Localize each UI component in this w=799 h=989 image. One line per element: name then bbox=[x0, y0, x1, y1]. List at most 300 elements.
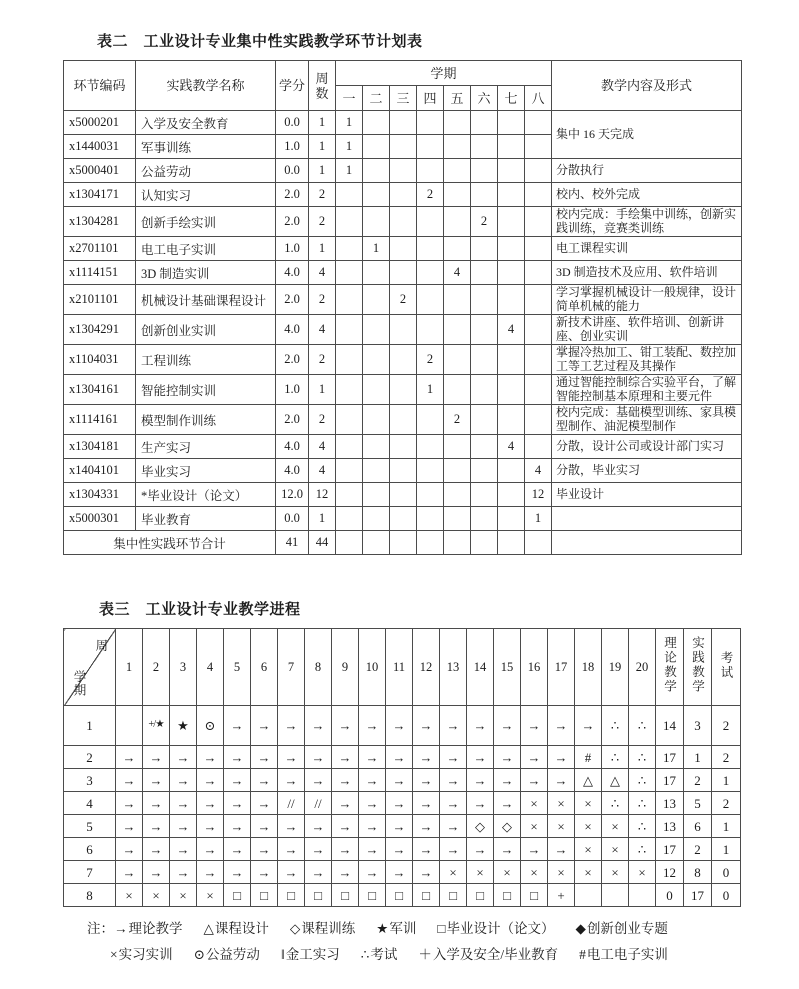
week-symbol: → bbox=[548, 769, 575, 792]
week-symbol: → bbox=[413, 706, 440, 746]
week-symbol: → bbox=[413, 861, 440, 884]
legend-symbol: × bbox=[110, 947, 118, 962]
semester-week-count bbox=[471, 111, 498, 135]
practice-row bbox=[64, 483, 742, 507]
total-sem-empty bbox=[336, 531, 363, 555]
week-symbol: → bbox=[197, 838, 224, 861]
week-symbol: → bbox=[494, 706, 521, 746]
semester-week-count bbox=[498, 459, 525, 483]
week-header: 15 bbox=[494, 629, 521, 706]
semester-week-count: 4 bbox=[498, 435, 525, 459]
semester-week-count bbox=[390, 459, 417, 483]
week-symbol: → bbox=[386, 861, 413, 884]
semester-week-count bbox=[363, 315, 390, 345]
week-symbol: ★ bbox=[170, 706, 197, 746]
week-symbol: □ bbox=[494, 884, 521, 907]
course-name: 毕业教育 bbox=[136, 507, 276, 531]
semester-week-count bbox=[498, 183, 525, 207]
header-sem-8: 八 bbox=[525, 86, 552, 111]
week-symbol: → bbox=[413, 792, 440, 815]
semester-week-count bbox=[525, 207, 552, 237]
course-weeks: 4 bbox=[309, 435, 336, 459]
week-symbol: // bbox=[278, 792, 305, 815]
semester-week-count bbox=[444, 111, 471, 135]
semester-week-count bbox=[417, 507, 444, 531]
semester-week-count bbox=[498, 159, 525, 183]
week-symbol bbox=[116, 706, 143, 746]
content-desc: 分散，毕业实习 bbox=[552, 459, 742, 483]
row-total: 13 bbox=[656, 792, 684, 815]
semester-week-count bbox=[444, 207, 471, 237]
semester-week-count bbox=[417, 207, 444, 237]
row-total: 2 bbox=[684, 769, 712, 792]
week-symbol: → bbox=[332, 706, 359, 746]
week-symbol: ∴ bbox=[629, 746, 656, 769]
week-symbol bbox=[602, 884, 629, 907]
schedule-row bbox=[64, 769, 741, 792]
semester-week-count bbox=[417, 135, 444, 159]
semester-week-count bbox=[363, 111, 390, 135]
row-total: 17 bbox=[656, 769, 684, 792]
header-credits: 学分 bbox=[276, 61, 309, 111]
week-symbol: # bbox=[575, 746, 602, 769]
semester-week-count bbox=[444, 345, 471, 375]
legend-label: 考试 bbox=[370, 947, 398, 962]
week-symbol: ∴ bbox=[629, 815, 656, 838]
semester-week-count bbox=[390, 159, 417, 183]
course-weeks: 1 bbox=[309, 507, 336, 531]
schedule-row bbox=[64, 815, 741, 838]
week-symbol: → bbox=[170, 815, 197, 838]
practice-row bbox=[64, 237, 742, 261]
course-credits: 2.0 bbox=[276, 345, 309, 375]
semester-week-count bbox=[471, 375, 498, 405]
course-code: x1304161 bbox=[64, 375, 136, 405]
legend-item bbox=[114, 921, 183, 936]
week-symbol: × bbox=[629, 861, 656, 884]
semester-week-count bbox=[525, 159, 552, 183]
practice-row bbox=[64, 207, 742, 237]
week-symbol: → bbox=[278, 861, 305, 884]
practice-row bbox=[64, 459, 742, 483]
semester-week-count bbox=[498, 237, 525, 261]
semester-week-count bbox=[498, 483, 525, 507]
semester-week-count bbox=[525, 237, 552, 261]
semester-week-count bbox=[471, 237, 498, 261]
legend-label: 理论教学 bbox=[128, 921, 183, 936]
course-credits: 2.0 bbox=[276, 183, 309, 207]
row-total: 5 bbox=[684, 792, 712, 815]
header-code: 环节编码 bbox=[64, 61, 136, 111]
week-symbol: △ bbox=[602, 769, 629, 792]
week-symbol: → bbox=[413, 769, 440, 792]
week-header: 16 bbox=[521, 629, 548, 706]
week-symbol: → bbox=[251, 746, 278, 769]
week-symbol: → bbox=[224, 815, 251, 838]
week-symbol: × bbox=[548, 792, 575, 815]
tail-header-label: 理论教学 bbox=[662, 636, 677, 694]
course-weeks: 1 bbox=[309, 135, 336, 159]
semester-week-count bbox=[417, 111, 444, 135]
week-symbol: → bbox=[359, 815, 386, 838]
row-total: 2 bbox=[712, 792, 741, 815]
week-symbol: → bbox=[224, 769, 251, 792]
week-symbol: → bbox=[440, 769, 467, 792]
semester-week-count bbox=[390, 237, 417, 261]
week-symbol: → bbox=[332, 792, 359, 815]
corner-cell bbox=[64, 629, 116, 706]
week-header: 8 bbox=[305, 629, 332, 706]
semester-week-count: 2 bbox=[471, 207, 498, 237]
week-header: 4 bbox=[197, 629, 224, 706]
semester-week-count bbox=[363, 135, 390, 159]
week-symbol: △ bbox=[575, 769, 602, 792]
legend-symbol: ∴ bbox=[360, 947, 370, 962]
semester-week-count bbox=[390, 135, 417, 159]
semester-week-count bbox=[498, 135, 525, 159]
course-weeks: 1 bbox=[309, 237, 336, 261]
content-desc: 集中 16 天完成 bbox=[552, 111, 742, 159]
course-credits: 1.0 bbox=[276, 135, 309, 159]
week-symbol: → bbox=[197, 792, 224, 815]
semester-week-count bbox=[336, 483, 363, 507]
semester-week-count: 2 bbox=[444, 405, 471, 435]
week-symbol: → bbox=[224, 706, 251, 746]
schedule-row bbox=[64, 838, 741, 861]
schedule-row bbox=[64, 706, 741, 746]
week-symbol: → bbox=[386, 706, 413, 746]
row-total: 0 bbox=[656, 884, 684, 907]
semester-week-count bbox=[444, 507, 471, 531]
course-code: x5000201 bbox=[64, 111, 136, 135]
week-symbol: → bbox=[116, 746, 143, 769]
semester-number: 2 bbox=[64, 746, 116, 769]
semester-week-count bbox=[336, 237, 363, 261]
table2-title: 表二 工业设计专业集中性实践教学环节计划表 bbox=[97, 34, 423, 50]
legend-item bbox=[579, 947, 668, 962]
week-symbol: → bbox=[467, 792, 494, 815]
semester-week-count bbox=[444, 183, 471, 207]
header-sem-6: 六 bbox=[471, 86, 498, 111]
week-symbol: → bbox=[251, 861, 278, 884]
content-desc: 校内完成：手绘集中训练，创新实践训练，竞赛类训练 bbox=[552, 207, 742, 237]
semester-week-count bbox=[498, 111, 525, 135]
legend-line-1 bbox=[87, 916, 689, 942]
week-symbol: × bbox=[467, 861, 494, 884]
week-symbol: → bbox=[170, 746, 197, 769]
course-code: x2701101 bbox=[64, 237, 136, 261]
practice-row bbox=[64, 183, 742, 207]
semester-week-count bbox=[471, 405, 498, 435]
week-symbol: → bbox=[413, 838, 440, 861]
semester-week-count: 1 bbox=[336, 135, 363, 159]
total-sem-empty bbox=[525, 531, 552, 555]
schedule-header-row bbox=[64, 629, 741, 706]
tail-header-label: 考试 bbox=[719, 650, 733, 680]
legend-item bbox=[437, 921, 554, 936]
week-header: 17 bbox=[548, 629, 575, 706]
semester-week-count bbox=[363, 459, 390, 483]
week-symbol: → bbox=[170, 838, 197, 861]
course-credits: 2.0 bbox=[276, 285, 309, 315]
week-symbol: → bbox=[413, 815, 440, 838]
week-symbol: ∴ bbox=[629, 706, 656, 746]
week-symbol: → bbox=[224, 746, 251, 769]
semester-week-count bbox=[471, 435, 498, 459]
legend-symbol: ⊙ bbox=[193, 947, 205, 962]
course-credits: 1.0 bbox=[276, 237, 309, 261]
row-total: 1 bbox=[712, 838, 741, 861]
teaching-schedule-table bbox=[63, 628, 741, 907]
practice-row bbox=[64, 261, 742, 285]
week-symbol: × bbox=[548, 815, 575, 838]
total-row bbox=[64, 531, 742, 555]
week-symbol: → bbox=[332, 838, 359, 861]
week-header: 18 bbox=[575, 629, 602, 706]
semester-week-count bbox=[363, 405, 390, 435]
semester-week-count bbox=[471, 345, 498, 375]
week-symbol: → bbox=[170, 792, 197, 815]
legend-label: 课程训练 bbox=[301, 921, 356, 936]
week-symbol bbox=[575, 884, 602, 907]
week-symbol: ⊙ bbox=[197, 706, 224, 746]
legend-label: 创新创业专题 bbox=[586, 921, 668, 936]
course-weeks: 2 bbox=[309, 405, 336, 435]
week-symbol: □ bbox=[224, 884, 251, 907]
semester-week-count: 4 bbox=[498, 315, 525, 345]
row-total: 17 bbox=[684, 884, 712, 907]
semester-week-count bbox=[471, 459, 498, 483]
semester-week-count bbox=[444, 135, 471, 159]
course-name: 智能控制实训 bbox=[136, 375, 276, 405]
semester-week-count bbox=[444, 315, 471, 345]
semester-week-count bbox=[471, 159, 498, 183]
week-symbol: → bbox=[359, 838, 386, 861]
week-symbol: □ bbox=[251, 884, 278, 907]
week-symbol: → bbox=[224, 792, 251, 815]
week-symbol: → bbox=[386, 838, 413, 861]
schedule-row bbox=[64, 746, 741, 769]
header-sem-4: 四 bbox=[417, 86, 444, 111]
course-weeks: 4 bbox=[309, 261, 336, 285]
week-symbol: → bbox=[143, 792, 170, 815]
semester-week-count bbox=[363, 207, 390, 237]
semester-week-count bbox=[417, 435, 444, 459]
semester-week-count bbox=[390, 207, 417, 237]
week-symbol: → bbox=[332, 769, 359, 792]
semester-week-count bbox=[471, 315, 498, 345]
semester-week-count bbox=[498, 405, 525, 435]
week-symbol: → bbox=[278, 769, 305, 792]
semester-week-count bbox=[498, 345, 525, 375]
week-symbol: × bbox=[143, 884, 170, 907]
week-header: 12 bbox=[413, 629, 440, 706]
legend-item bbox=[376, 921, 416, 936]
row-total: 17 bbox=[656, 838, 684, 861]
content-desc: 校内、校外完成 bbox=[552, 183, 742, 207]
week-symbol: ∴ bbox=[629, 838, 656, 861]
week-symbol: → bbox=[251, 706, 278, 746]
week-symbol: → bbox=[305, 706, 332, 746]
week-symbol: → bbox=[332, 746, 359, 769]
week-symbol: × bbox=[602, 815, 629, 838]
course-code: x1304281 bbox=[64, 207, 136, 237]
semester-week-count bbox=[390, 435, 417, 459]
total-sem-empty bbox=[390, 531, 417, 555]
header-weeks: 周数 bbox=[309, 61, 336, 111]
semester-week-count bbox=[363, 435, 390, 459]
week-symbol: → bbox=[548, 746, 575, 769]
week-symbol: → bbox=[494, 746, 521, 769]
header-sem-7: 七 bbox=[498, 86, 525, 111]
legend-symbol: □ bbox=[437, 921, 446, 936]
week-symbol: → bbox=[143, 815, 170, 838]
week-symbol: → bbox=[521, 706, 548, 746]
week-symbol: → bbox=[440, 815, 467, 838]
week-symbol: → bbox=[170, 861, 197, 884]
week-symbol: × bbox=[494, 861, 521, 884]
row-total: 1 bbox=[684, 746, 712, 769]
content-desc: 电工课程实训 bbox=[552, 237, 742, 261]
course-name: 3D 制造实训 bbox=[136, 261, 276, 285]
semester-week-count bbox=[471, 135, 498, 159]
week-symbol: □ bbox=[467, 884, 494, 907]
course-code: x1440031 bbox=[64, 135, 136, 159]
legend-item bbox=[290, 921, 355, 936]
week-symbol: → bbox=[143, 838, 170, 861]
course-code: x1304181 bbox=[64, 435, 136, 459]
week-symbol: × bbox=[440, 861, 467, 884]
week-symbol: → bbox=[467, 838, 494, 861]
week-symbol: → bbox=[548, 706, 575, 746]
week-symbol: ∴ bbox=[602, 792, 629, 815]
course-name: 军事训练 bbox=[136, 135, 276, 159]
week-symbol: ∴ bbox=[602, 746, 629, 769]
semester-week-count bbox=[444, 483, 471, 507]
semester-week-count bbox=[444, 375, 471, 405]
legend-label: 金工实习 bbox=[285, 947, 340, 962]
course-name: *毕业设计（论文） bbox=[136, 483, 276, 507]
course-code: x1404101 bbox=[64, 459, 136, 483]
schedule-row bbox=[64, 861, 741, 884]
week-symbol: → bbox=[521, 838, 548, 861]
course-credits: 0.0 bbox=[276, 159, 309, 183]
week-symbol: → bbox=[467, 706, 494, 746]
course-name: 认知实习 bbox=[136, 183, 276, 207]
semester-week-count bbox=[471, 483, 498, 507]
semester-week-count bbox=[525, 375, 552, 405]
week-symbol: □ bbox=[305, 884, 332, 907]
week-header: 1 bbox=[116, 629, 143, 706]
week-symbol: □ bbox=[359, 884, 386, 907]
week-symbol: → bbox=[197, 746, 224, 769]
course-weeks: 1 bbox=[309, 375, 336, 405]
semester-week-count: 4 bbox=[444, 261, 471, 285]
week-header: 10 bbox=[359, 629, 386, 706]
week-symbol: → bbox=[278, 746, 305, 769]
row-total: 0 bbox=[712, 861, 741, 884]
semester-number: 7 bbox=[64, 861, 116, 884]
week-symbol: × bbox=[575, 815, 602, 838]
header-sem-2: 二 bbox=[363, 86, 390, 111]
course-credits: 4.0 bbox=[276, 459, 309, 483]
course-weeks: 2 bbox=[309, 345, 336, 375]
week-symbol: → bbox=[386, 792, 413, 815]
content-desc: 新技术讲座、软件培训、创新讲座、创业实训 bbox=[552, 315, 742, 345]
week-symbol: × bbox=[575, 838, 602, 861]
header-name: 实践教学名称 bbox=[136, 61, 276, 111]
semester-week-count bbox=[336, 261, 363, 285]
course-name: 创新创业实训 bbox=[136, 315, 276, 345]
legend-symbol: → bbox=[114, 921, 128, 936]
row-total: 6 bbox=[684, 815, 712, 838]
semester-week-count bbox=[444, 237, 471, 261]
course-weeks: 1 bbox=[309, 159, 336, 183]
week-symbol: → bbox=[359, 861, 386, 884]
semester-week-count bbox=[390, 405, 417, 435]
week-symbol: → bbox=[440, 706, 467, 746]
week-symbol: → bbox=[359, 706, 386, 746]
semester-week-count bbox=[417, 315, 444, 345]
course-name: 机械设计基础课程设计 bbox=[136, 285, 276, 315]
course-credits: 4.0 bbox=[276, 435, 309, 459]
corner-semester-label: 学期 bbox=[72, 670, 86, 697]
week-symbol: □ bbox=[386, 884, 413, 907]
week-symbol: → bbox=[440, 838, 467, 861]
legend-symbol: ◆ bbox=[575, 921, 586, 936]
course-credits: 1.0 bbox=[276, 375, 309, 405]
tail-header bbox=[684, 629, 712, 706]
semester-week-count: 1 bbox=[336, 111, 363, 135]
week-symbol: → bbox=[143, 861, 170, 884]
semester-week-count bbox=[363, 183, 390, 207]
course-credits: 4.0 bbox=[276, 315, 309, 345]
practice-row bbox=[64, 345, 742, 375]
week-symbol: → bbox=[467, 769, 494, 792]
week-symbol: → bbox=[332, 861, 359, 884]
semester-week-count bbox=[471, 261, 498, 285]
total-sem-empty bbox=[498, 531, 525, 555]
table3-title: 表三 工业设计专业教学进程 bbox=[99, 602, 301, 618]
week-symbol: × bbox=[521, 815, 548, 838]
course-name: 生产实习 bbox=[136, 435, 276, 459]
header-sem-1: 一 bbox=[336, 86, 363, 111]
row-total: 12 bbox=[656, 861, 684, 884]
week-symbol: → bbox=[143, 746, 170, 769]
week-symbol: × bbox=[575, 792, 602, 815]
semester-week-count bbox=[390, 483, 417, 507]
semester-number: 6 bbox=[64, 838, 116, 861]
total-content-empty bbox=[552, 531, 742, 555]
semester-week-count bbox=[336, 375, 363, 405]
semester-week-count bbox=[363, 345, 390, 375]
semester-week-count bbox=[390, 261, 417, 285]
legend-symbol: # bbox=[579, 947, 586, 962]
semester-week-count bbox=[390, 315, 417, 345]
week-symbol: → bbox=[197, 815, 224, 838]
course-credits: 0.0 bbox=[276, 507, 309, 531]
legend-label: 毕业设计（论文） bbox=[446, 921, 555, 936]
semester-week-count bbox=[417, 285, 444, 315]
week-symbol: → bbox=[521, 769, 548, 792]
semester-week-count: 12 bbox=[525, 483, 552, 507]
semester-week-count bbox=[336, 459, 363, 483]
week-symbol: → bbox=[305, 815, 332, 838]
semester-week-count bbox=[336, 315, 363, 345]
schedule-row bbox=[64, 884, 741, 907]
content-desc: 3D 制造技术及应用、软件培训 bbox=[552, 261, 742, 285]
row-total: 1 bbox=[712, 815, 741, 838]
